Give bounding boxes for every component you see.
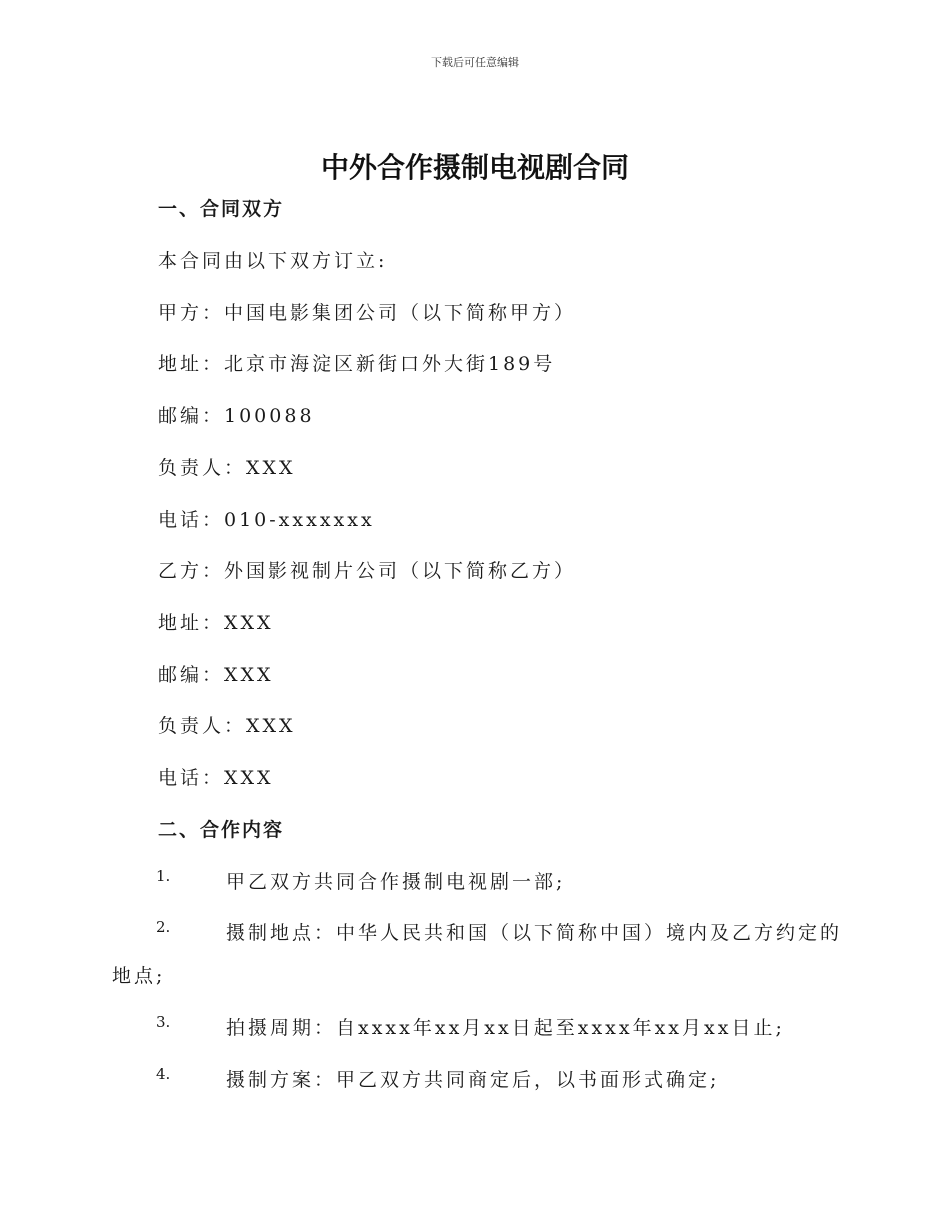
party-a-phone: 电话：010-xxxxxxx xyxy=(158,509,375,531)
header-note: 下载后可任意编辑 xyxy=(431,56,519,69)
list-item-text: 甲乙双方共同合作摄制电视剧一部; xyxy=(226,871,566,893)
list-item-continuation: 地点; xyxy=(112,965,166,987)
party-b-phone: 电话：XXX xyxy=(158,767,274,789)
party-a-representative: 负责人：XXX xyxy=(158,457,296,479)
party-a-address: 地址：北京市海淀区新街口外大街189号 xyxy=(158,353,556,375)
list-item-text: 拍摄周期：自xxxx年xx月xx日起至xxxx年xx月xx日止; xyxy=(226,1017,785,1039)
list-item-text: 摄制地点：中华人民共和国（以下简称中国）境内及乙方约定的 xyxy=(226,922,843,944)
party-b-line: 乙方：外国影视制片公司（以下简称乙方） xyxy=(158,560,577,582)
party-a-postcode: 邮编：100088 xyxy=(158,405,315,427)
intro-line: 本合同由以下双方订立: xyxy=(158,250,388,272)
document-title: 中外合作摄制电视剧合同 xyxy=(320,151,629,184)
section-heading-cooperation: 二、合作内容 xyxy=(158,819,285,841)
party-b-representative: 负责人：XXX xyxy=(158,715,296,737)
list-item-number: 1. xyxy=(156,867,171,885)
list-item-number: 3. xyxy=(156,1013,171,1031)
party-b-address: 地址：XXX xyxy=(158,612,274,634)
list-item-number: 4. xyxy=(156,1065,171,1083)
party-b-postcode: 邮编：XXX xyxy=(158,664,274,686)
section-heading-parties: 一、合同双方 xyxy=(158,198,285,220)
party-a-line: 甲方：中国电影集团公司（以下简称甲方） xyxy=(158,302,577,324)
list-item-text: 摄制方案：甲乙双方共同商定后，以书面形式确定; xyxy=(226,1069,720,1091)
list-item-number: 2. xyxy=(156,918,171,936)
